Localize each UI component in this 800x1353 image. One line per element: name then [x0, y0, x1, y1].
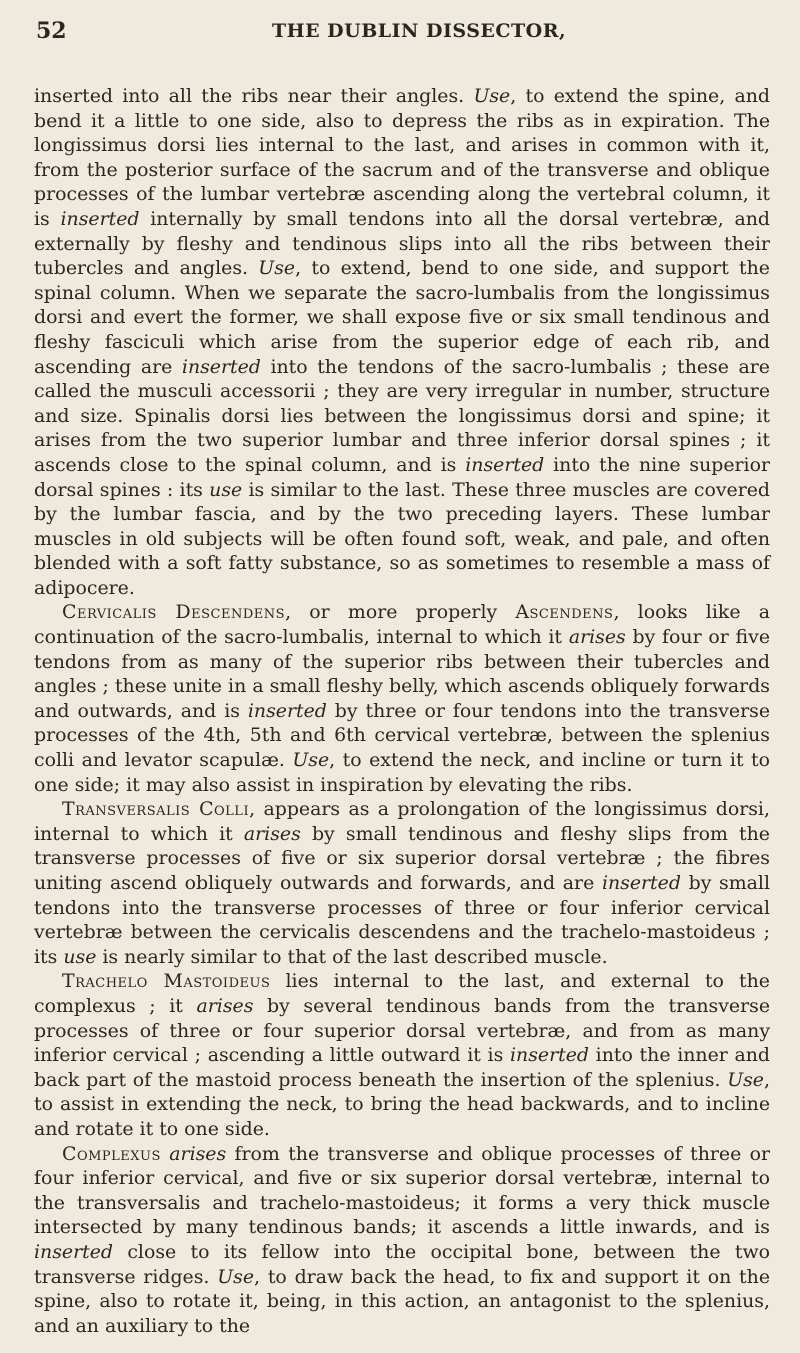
text-run: into the tendons of the sacro-lumbalis ; these are called the musculi accessorii ; they are very irregular in number, structure and size. Spinalis dorsi lies between the longissimus dorsi and spine; it arises from the two superior lumbar and three inferior dorsal spines ; it ascends close to the spinal column, and is	[34, 355, 770, 476]
muscle-heading: Trachelo Mastoideus	[62, 970, 271, 993]
paragraph	[34, 969, 770, 1141]
text-run: by three or four tendons into the transverse processes of the 4th, 5th and 6th cervical vertebræ, between the splenius colli and levator scapulæ.	[34, 699, 771, 772]
italic-term: Use	[473, 85, 511, 107]
running-title: THE DUBLIN DISSECTOR,	[272, 20, 567, 42]
body-text	[34, 84, 770, 1338]
paragraph	[34, 797, 770, 969]
italic-term: Use	[258, 257, 296, 280]
muscle-heading: Cervicalis Descendens	[62, 601, 286, 624]
italic-term: Use	[727, 1068, 764, 1091]
italic-term: use	[63, 945, 97, 968]
text-run: , to assist in extending the neck, to bring the head backwards, and to incline and rotate it to one side.	[34, 1068, 770, 1140]
page-number: 52	[36, 18, 67, 44]
italic-term: use	[209, 478, 243, 501]
muscle-heading: Complexus	[62, 1142, 161, 1165]
text-run: is nearly similar to that of the last described muscle.	[96, 945, 608, 968]
muscle-heading: Transversalis Colli	[62, 798, 250, 821]
text-run: , appears as a prolongation of the longissimus dorsi, internal to which it	[34, 798, 770, 845]
text-run: from the transverse and oblique processes of three or four inferior cervical, and five or six superior dorsal vertebræ, internal to the transversalis and trachelo-mastoideus; it forms a very thick muscle intersected by many tendinous bands; it ascends a little inwards, and is	[34, 1142, 770, 1239]
text-run: lies internal to the last, and external to the complexus ; it	[34, 970, 770, 1017]
text-run: is similar to the last. These three muscles are covered by the lumbar fascia, and by the two preceding layers. These lumbar muscles in old subjects will be often found soft, weak, and pale, and often blended with a soft fatty substance, so as sometimes to resemble a mass of adipocere.	[34, 478, 771, 599]
italic-term: inserted	[465, 453, 545, 476]
italic-term: arises	[196, 994, 254, 1017]
italic-term: arises	[169, 1142, 227, 1165]
running-head	[36, 14, 770, 54]
text-run: into the inner and back part of the mastoid process beneath the insertion of the splenius.	[34, 1044, 771, 1091]
italic-term: Use	[217, 1265, 255, 1288]
text-run: by small tendinous and fleshy slips from the transverse processes of five or six superior dorsal vertebræ ; the fibres uniting ascend obliquely outwards and forwards, and are	[34, 822, 770, 894]
italic-term: inserted	[247, 699, 327, 722]
text-run: , looks like a continuation of the sacro-lumbalis, internal to which it	[34, 601, 771, 649]
paragraph	[34, 600, 770, 797]
text-run: by small tendons into the transverse processes of three or four inferior cervical vertebræ between the cervicalis descendens and the trachelo-mastoideus ; its	[34, 872, 770, 968]
text-run: by several tendinous bands from the transverse processes of three or four superior dorsal vertebræ, and from as many inferior cervical ; ascending a little outward it is	[34, 994, 770, 1067]
text-run: into the nine superior dorsal spines : its	[34, 453, 771, 501]
italic-term: arises	[243, 822, 301, 845]
text-run: , to extend, bend to one side, and support the spinal column. When we separate the sacro-lumbalis from the longissimus dorsi and evert the former, we shall expose five or six small tendinous and fleshy fasciculi which arise from the superior edge of each rib, and ascending are	[34, 257, 770, 378]
text-run: inserted into all the ribs near their angles.	[34, 85, 474, 107]
italic-term: inserted	[601, 872, 681, 894]
text-run: , to extend the neck, and incline or turn it to one side; it may also assist in inspiration by elevating the ribs.	[34, 749, 770, 796]
italic-term: inserted	[60, 207, 140, 230]
italic-term: inserted	[34, 1240, 113, 1263]
text-run: , to extend the spine, and bend it a little to one side, also to depress the ribs as in expiration. The longissimus dorsi lies internal to the last, and arises in common with it, from the posterior surface of the sacrum and of the transverse and oblique processes of the lumbar vertebræ ascending along the vertebral column, it is	[34, 85, 770, 230]
italic-term: inserted	[510, 1044, 589, 1067]
text-run: by four or five tendons from as many of the superior ribs between their tubercles and angles ; these unite in a small fleshy belly, which ascends obliquely forwards and outwards, and is	[34, 626, 770, 722]
paragraph	[34, 1142, 770, 1339]
text-run: close to its fellow into the occipital bone, between the two transverse ridges.	[34, 1240, 770, 1288]
italic-term: inserted	[181, 355, 261, 378]
italic-term: Use	[292, 749, 330, 772]
paragraph	[34, 84, 770, 600]
text-run: , to draw back the head, to fix and support it on the spine, also to rotate it, being, in this action, an antagonist to the splenius, and an auxiliary to the	[34, 1265, 770, 1337]
text-run: , or more properly	[285, 601, 516, 624]
muscle-heading: Ascendens	[515, 601, 614, 624]
italic-term: arises	[568, 626, 626, 649]
text-run: internally by small tendons into all the dorsal vertebræ, and externally by fleshy and tendinous slips into all the ribs between their tubercles and angles.	[34, 207, 770, 280]
